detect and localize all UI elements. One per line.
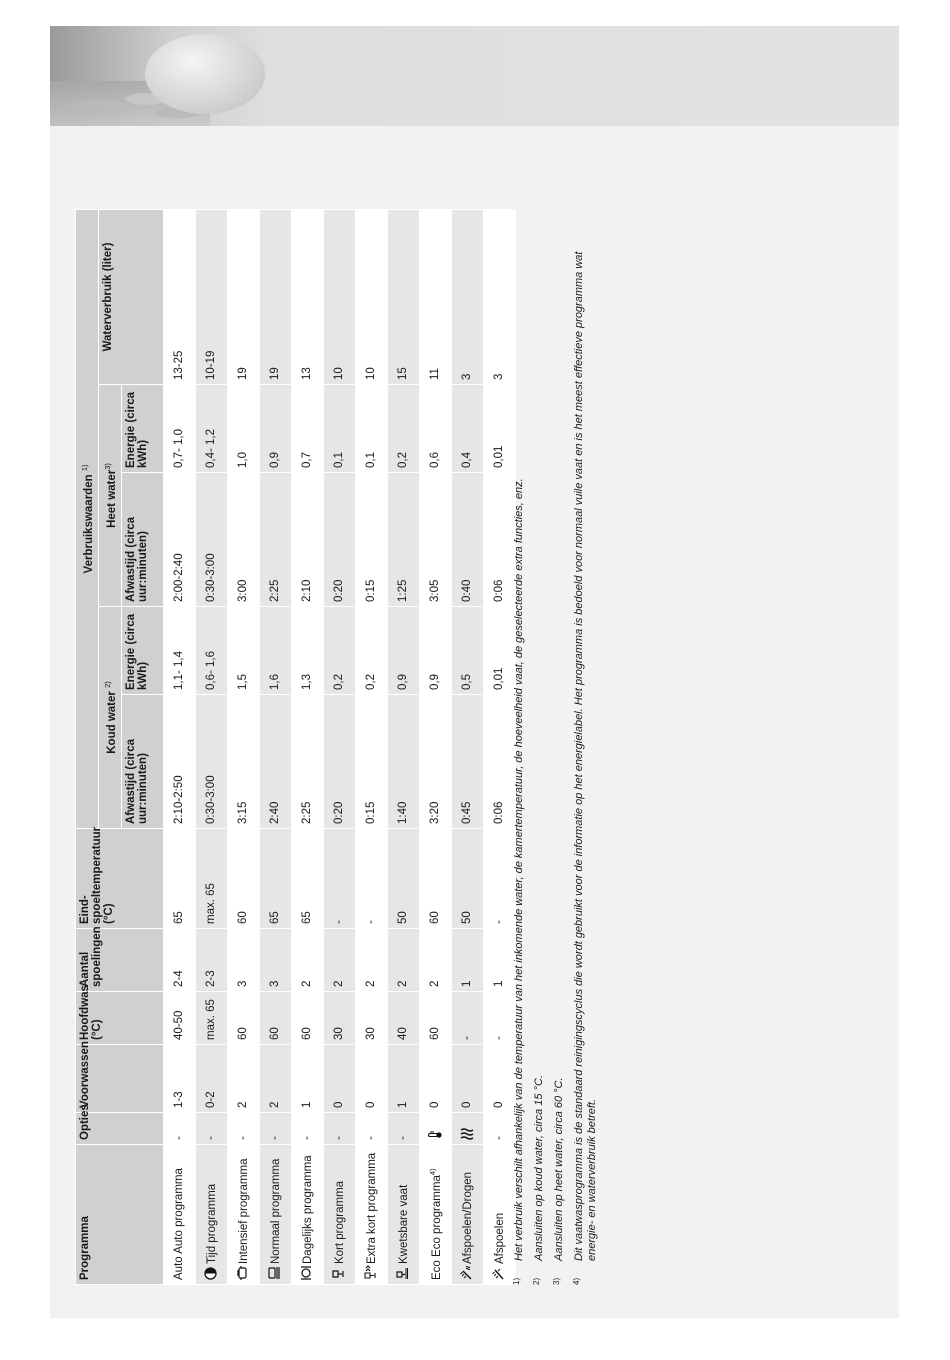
eind-cell: 60 (419, 829, 451, 929)
eind-cell: - (355, 829, 387, 929)
opties-cell: - (259, 1113, 291, 1145)
table-row (355, 209, 387, 1284)
opties-cell: - (483, 1113, 515, 1145)
koud-afwastijd-cell: 2:25 (291, 695, 323, 829)
program-label: Intensief programma (238, 1158, 251, 1264)
eind-cell: - (483, 829, 515, 929)
rinse-icon (492, 1266, 504, 1280)
hoofdwas-cell: 60 (227, 992, 259, 1045)
waterverbruik-cell: 13-25 (163, 209, 195, 384)
hoofdwas-cell: 40 (387, 992, 419, 1045)
eind-cell: 65 (163, 829, 195, 929)
opties-cell: - (323, 1113, 355, 1145)
header-voorwassen: Voorwassen (76, 1045, 164, 1113)
program-name-cell (323, 1145, 355, 1285)
header-koud-afwastijd: Afwastijd (circa uur:minuten) (121, 695, 163, 829)
program-name-cell (483, 1145, 515, 1285)
delicate-icon (396, 1266, 408, 1280)
glass-icon (332, 1266, 344, 1280)
opties-cell: - (163, 1113, 195, 1145)
koud-energie-cell: 0,5 (451, 607, 483, 695)
eind-cell: 65 (291, 829, 323, 929)
program-name-cell (291, 1145, 323, 1285)
program-prefix: Auto (173, 1256, 186, 1280)
heet-afwastijd-cell: 3:00 (227, 473, 259, 607)
program-name-cell (163, 1145, 195, 1285)
table-row (227, 209, 259, 1284)
voorwassen-cell: 2 (227, 1045, 259, 1113)
program-label: Afspoelen/Drogen (462, 1171, 475, 1264)
table-row (451, 209, 483, 1284)
program-label: Afspoelen (494, 1212, 507, 1264)
footnote: 2) Aansluiten op koud water, circa 15 °C. (532, 1074, 545, 1285)
rinse-dry-icon (460, 1266, 472, 1280)
header-banner-image (50, 26, 899, 126)
heet-afwastijd-cell: 0:30-3:00 (195, 473, 227, 607)
heet-afwastijd-cell: 2:25 (259, 473, 291, 607)
koud-afwastijd-cell: 0:06 (483, 695, 515, 829)
program-label: Dagelijks programma (302, 1155, 315, 1264)
heet-energie-cell: 0,1 (323, 385, 355, 473)
waterverbruik-cell: 3 (451, 209, 483, 384)
voorwassen-cell: 0-2 (195, 1045, 227, 1113)
hoofdwas-cell: 60 (419, 992, 451, 1045)
hoofdwas-cell: 60 (259, 992, 291, 1045)
opties-cell: - (291, 1113, 323, 1145)
program-label: Kwetsbare vaat (398, 1184, 411, 1264)
waterverbruik-cell: 13 (291, 209, 323, 384)
program-name-cell (387, 1145, 419, 1285)
heet-afwastijd-cell: 0:20 (323, 473, 355, 607)
koud-afwastijd-cell: 1:40 (387, 695, 419, 829)
header-aantal: Aantal spoelingen (76, 929, 164, 992)
voorwassen-cell: 1 (387, 1045, 419, 1113)
opties-cell: - (195, 1113, 227, 1145)
opties-cell: - (355, 1113, 387, 1145)
heet-energie-cell: 0,7 (291, 385, 323, 473)
program-label: Auto programma (173, 1168, 186, 1254)
aantal-cell: 2-3 (195, 929, 227, 992)
waterverbruik-cell: 10-19 (195, 209, 227, 384)
koud-afwastijd-cell: 3:15 (227, 695, 259, 829)
program-label: Tijd programma (206, 1183, 219, 1264)
koud-energie-cell: 0,2 (355, 607, 387, 695)
table-row (483, 209, 515, 1284)
heet-energie-cell: 0,01 (483, 385, 515, 473)
heet-afwastijd-cell: 2:00-2:40 (163, 473, 195, 607)
voorwassen-cell: 0 (419, 1045, 451, 1113)
waterverbruik-cell: 19 (227, 209, 259, 384)
header-koud-energie: Energie (circa kWh) (121, 607, 163, 695)
heet-energie-cell: 0,1 (355, 385, 387, 473)
header-programma: Programma (76, 1145, 164, 1285)
koud-afwastijd-cell: 0:45 (451, 695, 483, 829)
table-row (259, 209, 291, 1284)
koud-energie-cell: 0,2 (323, 607, 355, 695)
program-name-cell (259, 1145, 291, 1285)
table-row (323, 209, 355, 1284)
voorwassen-cell: 0 (355, 1045, 387, 1113)
koud-energie-cell: 0,01 (483, 607, 515, 695)
aantal-cell: 3 (227, 929, 259, 992)
header-opties: Opties (76, 1113, 164, 1145)
voorwassen-cell: 2 (259, 1045, 291, 1113)
table-row (291, 209, 323, 1284)
table-row (387, 209, 419, 1284)
footnotes (513, 210, 606, 1285)
heet-afwastijd-cell: 0:40 (451, 473, 483, 607)
heet-energie-cell: 0,4- 1,2 (195, 385, 227, 473)
quick-icon (364, 1266, 376, 1280)
voorwassen-cell: 0 (451, 1045, 483, 1113)
waterverbruik-cell: 11 (419, 209, 451, 384)
waterverbruik-cell: 3 (483, 209, 515, 384)
aantal-cell: 2 (323, 929, 355, 992)
koud-energie-cell: 1,1- 1,4 (163, 607, 195, 695)
plates-icon (268, 1266, 280, 1280)
footnote: 3) Aansluiten op heet water, circa 60 °C. (552, 1077, 565, 1285)
heet-energie-cell: 0,4 (451, 385, 483, 473)
waterverbruik-cell: 10 (323, 209, 355, 384)
footnote-ref: 4) (427, 1168, 437, 1176)
koud-energie-cell: 1,5 (227, 607, 259, 695)
table-row (163, 209, 195, 1284)
aantal-cell: 1 (483, 929, 515, 992)
heat-icon (460, 1126, 472, 1140)
program-name-cell (419, 1145, 451, 1285)
thermometer-icon (428, 1126, 440, 1140)
heet-energie-cell: 0,6 (419, 385, 451, 473)
hoofdwas-cell: max. 65 (195, 992, 227, 1045)
hoofdwas-cell: 30 (323, 992, 355, 1045)
heet-afwastijd-cell: 0:06 (483, 473, 515, 607)
koud-afwastijd-cell: 3:20 (419, 695, 451, 829)
header-heet: Heet water$^{3)}$ (98, 385, 121, 607)
waterverbruik-cell: 19 (259, 209, 291, 384)
koud-afwastijd-cell: 0:15 (355, 695, 387, 829)
koud-afwastijd-cell: 2:40 (259, 695, 291, 829)
koud-energie-cell: 0,9 (419, 607, 451, 695)
eind-cell: max. 65 (195, 829, 227, 929)
opties-cell (419, 1113, 451, 1145)
aantal-cell: 2 (419, 929, 451, 992)
header-verbruik: Verbruikswaarden $^{1)}$ (76, 209, 99, 828)
table-row (195, 209, 227, 1284)
voorwassen-cell: 0 (323, 1045, 355, 1113)
heet-energie-cell: 1,0 (227, 385, 259, 473)
hoofdwas-cell: 30 (355, 992, 387, 1045)
heet-afwastijd-cell: 2:10 (291, 473, 323, 607)
program-name-cell (355, 1145, 387, 1285)
opties-cell (451, 1113, 483, 1145)
koud-energie-cell: 1,3 (291, 607, 323, 695)
footnote: 1) Het verbruik verschilt afhankelijk van de temperatuur van het inkomende water, de kamertemperatuur, de hoeveelheid vaat, de geselecteerde extra functies, enz. (512, 478, 525, 1285)
heet-energie-cell: 0,9 (259, 385, 291, 473)
hoofdwas-cell: 60 (291, 992, 323, 1045)
program-label: Kort programma (334, 1180, 347, 1264)
header-heet-afwastijd: Afwastijd (circa uur:minuten) (121, 473, 163, 607)
voorwassen-cell: 0 (483, 1045, 515, 1113)
piggy-bank-image (145, 34, 265, 114)
voorwassen-cell: 1-3 (163, 1045, 195, 1113)
header-heet-energie: Energie (circa kWh) (121, 385, 163, 473)
opties-cell: - (387, 1113, 419, 1145)
waterverbruik-cell: 15 (387, 209, 419, 384)
pot-icon (236, 1266, 248, 1280)
eind-cell: 50 (451, 829, 483, 929)
aantal-cell: 2 (387, 929, 419, 992)
aantal-cell: 2-4 (163, 929, 195, 992)
koud-energie-cell: 0,6- 1,6 (195, 607, 227, 695)
heet-afwastijd-cell: 0:15 (355, 473, 387, 607)
koud-afwastijd-cell: 2:10-2:50 (163, 695, 195, 829)
header-hoofdwas: Hoofdwas (°C) (76, 992, 164, 1045)
voorwassen-cell: 1 (291, 1045, 323, 1113)
eind-cell: - (323, 829, 355, 929)
koud-energie-cell: 1,6 (259, 607, 291, 695)
footnote: 4) Dit vaatwasprogramma is de standaard reinigingscyclus die wordt gebruikt voor de informatie op het energielabel. Het programma is bedoeld voor normaal vuile vaat en is het meest effectieve programma wat energie- en waterverbruik betreft. (572, 251, 598, 1285)
table-row (419, 209, 451, 1284)
program-label: Eco programma (430, 1175, 443, 1257)
heet-energie-cell: 0,7- 1,0 (163, 385, 195, 473)
koud-energie-cell: 0,9 (387, 607, 419, 695)
program-label: Extra kort programma (366, 1152, 379, 1264)
program-name-cell (451, 1145, 483, 1285)
heet-energie-cell: 0,2 (387, 385, 419, 473)
aantal-cell: 2 (355, 929, 387, 992)
heet-afwastijd-cell: 1:25 (387, 473, 419, 607)
aantal-cell: 2 (291, 929, 323, 992)
program-table (75, 209, 516, 1285)
hoofdwas-cell: 40-50 (163, 992, 195, 1045)
waterverbruik-cell: 10 (355, 209, 387, 384)
aantal-cell: 3 (259, 929, 291, 992)
eind-cell: 50 (387, 829, 419, 929)
hoofdwas-cell: - (483, 992, 515, 1045)
program-label: Normaal programma (270, 1158, 283, 1264)
program-name-cell (227, 1145, 259, 1285)
koud-afwastijd-cell: 0:30-3:00 (195, 695, 227, 829)
eind-cell: 60 (227, 829, 259, 929)
header-koud: Koud water $^{2)}$ (98, 607, 121, 829)
header-eind: Eind-spoeltemperatuur (°C) (76, 829, 164, 929)
program-name-cell (195, 1145, 227, 1285)
heet-afwastijd-cell: 3:05 (419, 473, 451, 607)
aantal-cell: 1 (451, 929, 483, 992)
clock-icon (204, 1266, 216, 1280)
koud-afwastijd-cell: 0:20 (323, 695, 355, 829)
opties-cell: - (227, 1113, 259, 1145)
cutlery-icon (300, 1266, 312, 1280)
program-prefix: Eco (430, 1260, 443, 1280)
hoofdwas-cell: - (451, 992, 483, 1045)
rotated-content (75, 210, 617, 1285)
header-water: Waterverbruik (liter) (98, 209, 163, 384)
eind-cell: 65 (259, 829, 291, 929)
